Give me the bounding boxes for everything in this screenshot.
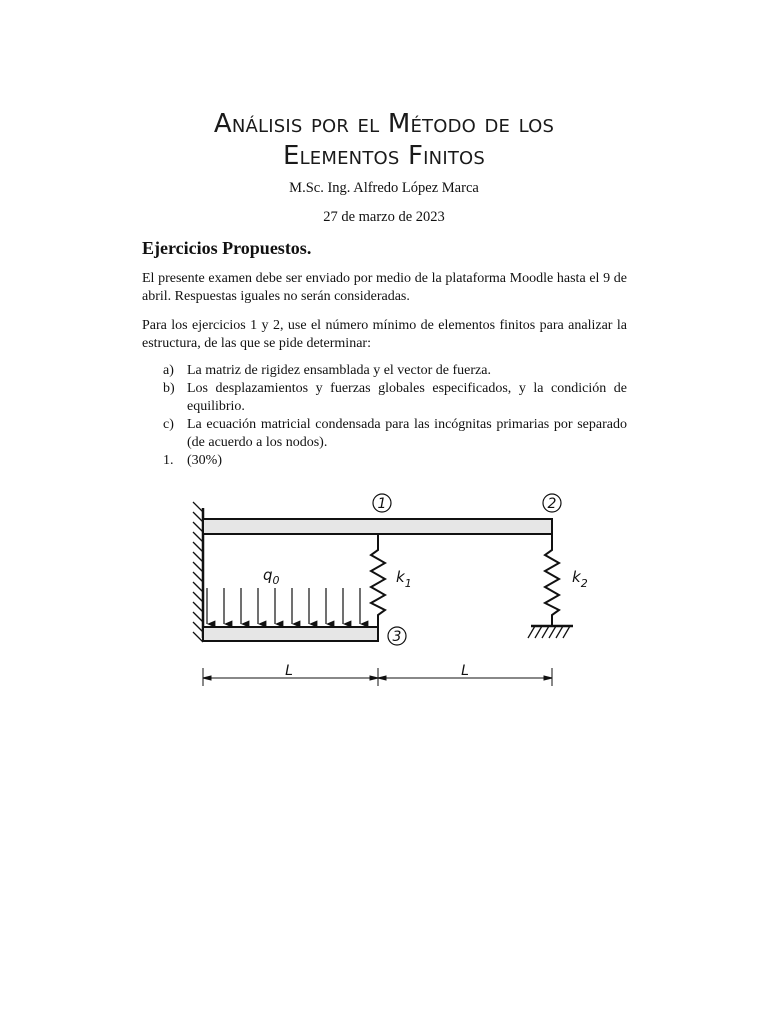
spring-1-sub: 1: [404, 577, 412, 590]
ground-support: [528, 626, 573, 638]
spring-2-k: k: [572, 568, 581, 586]
list-item-1: [163, 452, 627, 470]
load-q: q: [263, 566, 273, 584]
list-text: La ecuación matricial condensada para las incógnitas primarias por separado (de acuerdo a los nodos).: [187, 417, 627, 450]
title-line-2: Elementos Finitos: [282, 141, 486, 171]
spring-1: [371, 534, 385, 627]
dimension-left-label: L: [285, 663, 293, 679]
fixed-wall: [193, 502, 203, 642]
top-beam: [203, 519, 552, 534]
list-text: La matriz de rigidez ensamblada y el vector de fuerza.: [187, 363, 491, 378]
list-item-c: [163, 416, 627, 452]
node-2-label: 2: [547, 496, 557, 512]
date: 27 de marzo de 2023: [323, 209, 445, 225]
dimension-right-label: L: [461, 663, 469, 679]
node-3: [388, 627, 406, 645]
title-line-1: Análisis por el Método de los: [213, 109, 555, 139]
spring-1-k: k: [396, 568, 405, 586]
bottom-beam: [203, 627, 378, 641]
distributed-load: [207, 588, 360, 624]
list-item-a: [163, 362, 627, 380]
structure-figure: [176, 488, 588, 703]
document-title: [0, 108, 768, 172]
node-3-label: 3: [392, 629, 402, 645]
spring-2-label: [572, 568, 588, 590]
requirements-list: [163, 362, 627, 470]
list-marker: b): [163, 381, 175, 396]
dimension-lines: [203, 668, 552, 686]
spring-2: [545, 534, 559, 626]
spring-1-label: [396, 568, 412, 590]
list-item-b: [163, 380, 627, 416]
list-marker: 1.: [163, 453, 174, 468]
node-2: [543, 494, 561, 512]
list-text: Los desplazamientos y fuerzas globales especificados, y la condición de equilibrio.: [187, 381, 627, 414]
load-label: [263, 566, 280, 587]
node-1-label: 1: [377, 496, 387, 512]
section-heading: Ejercicios Propuestos.: [142, 238, 312, 258]
load-q-sub: 0: [272, 574, 280, 587]
paragraph-instructions: Para los ejercicios 1 y 2, use el número mínimo de elementos finitos para analizar la estructura, de las que se pide determinar:: [142, 318, 627, 351]
paragraph-submission: El presente examen debe ser enviado por medio de la plataforma Moodle hasta el 9 de abril. Respuestas iguales no serán consideradas.: [142, 271, 627, 304]
author: M.Sc. Ing. Alfredo López Marca: [289, 180, 479, 196]
list-marker: c): [163, 417, 174, 432]
spring-2-sub: 2: [580, 577, 588, 590]
list-marker: a): [163, 363, 174, 378]
list-text: (30%): [187, 453, 222, 468]
node-1: [373, 494, 391, 512]
